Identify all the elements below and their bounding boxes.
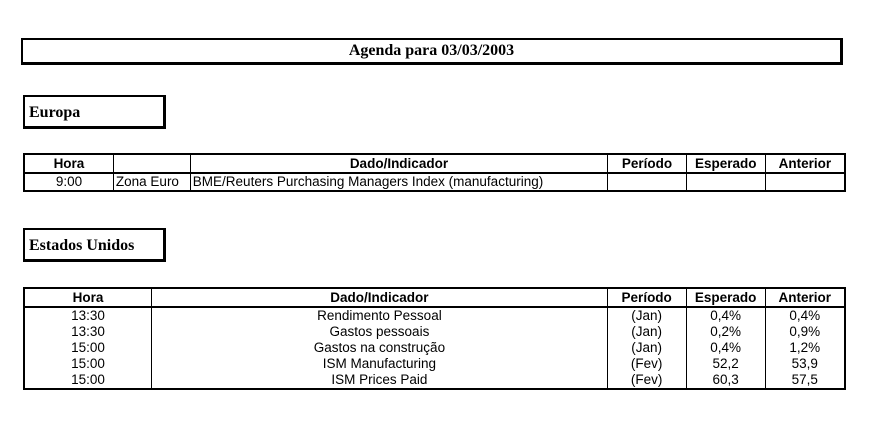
cell-hora: 15:00 bbox=[24, 340, 152, 356]
cell-indicador: ISM Manufacturing bbox=[152, 356, 608, 372]
cell-periodo: (Jan) bbox=[607, 324, 686, 340]
table-row bbox=[24, 356, 845, 372]
cell-anterior: 53,9 bbox=[765, 356, 845, 372]
cell-esperado: 0,2% bbox=[686, 324, 765, 340]
cell-esperado: 52,2 bbox=[686, 356, 765, 372]
table-row bbox=[24, 372, 845, 389]
cell-esperado: 60,3 bbox=[686, 372, 765, 389]
cell-anterior: 57,5 bbox=[765, 372, 845, 389]
cell-indicador: Gastos na construção bbox=[152, 340, 608, 356]
cell-periodo: (Jan) bbox=[607, 340, 686, 356]
table-row bbox=[24, 307, 845, 324]
eua-table bbox=[23, 287, 846, 390]
col-header-periodo: Período bbox=[607, 288, 686, 307]
col-header-esperado: Esperado bbox=[686, 154, 765, 173]
col-header-anterior: Anterior bbox=[765, 288, 845, 307]
col-header-esperado: Esperado bbox=[686, 288, 765, 307]
cell-hora: 13:30 bbox=[24, 307, 152, 324]
cell-anterior bbox=[765, 173, 845, 191]
cell-anterior: 0,9% bbox=[765, 324, 845, 340]
cell-periodo: (Jan) bbox=[607, 307, 686, 324]
section-heading-estados-unidos: Estados Unidos bbox=[23, 228, 166, 262]
col-header-hora: Hora bbox=[24, 154, 113, 173]
table-header-row bbox=[24, 154, 845, 173]
col-header-anterior: Anterior bbox=[765, 154, 845, 173]
col-header-periodo: Período bbox=[608, 154, 687, 173]
europa-table bbox=[23, 153, 846, 192]
cell-hora: 15:00 bbox=[24, 356, 152, 372]
cell-periodo: (Fev) bbox=[607, 356, 686, 372]
cell-hora: 15:00 bbox=[24, 372, 152, 389]
agenda-title: Agenda para 03/03/2003 bbox=[21, 38, 843, 65]
cell-periodo: (Fev) bbox=[607, 372, 686, 389]
section-heading-europa: Europa bbox=[23, 95, 166, 129]
cell-hora: 9:00 bbox=[24, 173, 113, 191]
cell-region: Zona Euro bbox=[113, 173, 190, 191]
cell-hora: 13:30 bbox=[24, 324, 152, 340]
cell-esperado bbox=[686, 173, 765, 191]
cell-esperado: 0,4% bbox=[686, 307, 765, 324]
cell-indicador: Rendimento Pessoal bbox=[152, 307, 608, 324]
table-row bbox=[24, 340, 845, 356]
cell-indicador: ISM Prices Paid bbox=[152, 372, 608, 389]
cell-anterior: 1,2% bbox=[765, 340, 845, 356]
cell-periodo bbox=[608, 173, 687, 191]
cell-anterior: 0,4% bbox=[765, 307, 845, 324]
col-header-indicador: Dado/Indicador bbox=[190, 154, 607, 173]
cell-indicador: BME/Reuters Purchasing Managers Index (manufacturing) bbox=[190, 173, 607, 191]
table-header-row bbox=[24, 288, 845, 307]
cell-indicador: Gastos pessoais bbox=[152, 324, 608, 340]
col-header-region bbox=[113, 154, 190, 173]
col-header-hora: Hora bbox=[24, 288, 152, 307]
cell-esperado: 0,4% bbox=[686, 340, 765, 356]
table-row bbox=[24, 173, 845, 191]
col-header-indicador: Dado/Indicador bbox=[152, 288, 608, 307]
table-row bbox=[24, 324, 845, 340]
